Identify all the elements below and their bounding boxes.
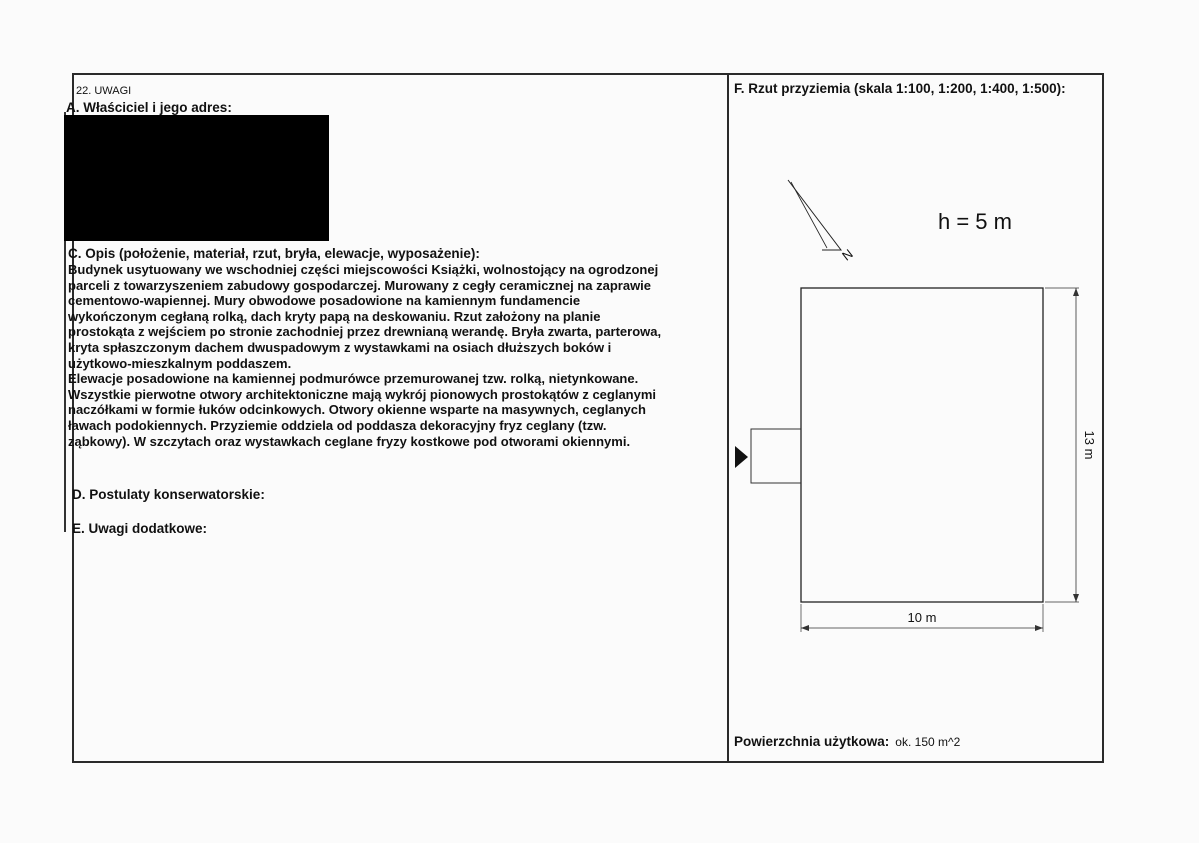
length-dimension bbox=[1045, 288, 1097, 602]
north-label: N bbox=[839, 246, 856, 264]
owner-label: A. Właściciel i jego adres: bbox=[66, 100, 232, 115]
area-value: ok. 150 m^2 bbox=[895, 735, 961, 749]
description-line: Wszystkie pierwotne otwory architektoniczne mają wykrój pionowych prostokątów z ceglanymi bbox=[68, 386, 657, 402]
description-line: Budynek usytuowany we wschodniej części miejscowości Książki, wolnostojący na ogrodzonej bbox=[68, 262, 659, 277]
postulates-label: D. Postulaty konserwatorskie: bbox=[72, 487, 265, 502]
remarks-label: E. Uwagi dodatkowe: bbox=[72, 521, 208, 536]
building-outline bbox=[801, 288, 1043, 602]
description-line: parceli z towarzyszeniem zabudowy gospodarczej. Murowany z cegły ceramicznej na zaprawie bbox=[68, 277, 652, 293]
description-line: naczółkami w formie łuków odcinkowych. Otwory okienne wsparte na masywnych, ceglanych bbox=[68, 402, 646, 418]
description-line: wykończonym cegłaną rolką, dach kryty papą na deskowaniu. Rzut założony na planie bbox=[68, 308, 601, 324]
description-line: ławach podokiennych. Przyziemie oddziela od poddasza dekoracyjny fryz ceglany (tzw. bbox=[68, 417, 607, 433]
description-label: C. Opis (położenie, materiał, rzut, bryła, elewacje, wyposażenie): bbox=[68, 246, 480, 261]
entrance-arrow-icon bbox=[735, 446, 748, 468]
description-line: prostokąta z wejściem po stronie zachodniej przez drewnianą werandę. Bryła zwarta, parterowa, bbox=[68, 324, 662, 340]
veranda-outline bbox=[751, 429, 801, 483]
description-line: kryta spłaszczonym dachem dwuspadowym z wystawkami na osiach dłuższych boków i bbox=[68, 339, 612, 355]
north-arrow-icon bbox=[788, 180, 856, 264]
section-number: 22. UWAGI bbox=[76, 85, 132, 97]
description-text bbox=[68, 262, 728, 449]
redacted-owner-address bbox=[64, 115, 329, 241]
description-line: cementowo-wapiennej. Mury obwodowe posadowione na kamiennym fundamencie bbox=[68, 293, 581, 309]
description-line: Elewacje posadowione na kamiennej podmurówce przemurowanej tzw. rolką, nietynkowane. bbox=[68, 371, 639, 387]
width-label: 10 m bbox=[907, 610, 937, 625]
plan-title: F. Rzut przyziemia (skala 1:100, 1:200, 1:400, 1:500): bbox=[734, 81, 1066, 96]
ground-floor-plan bbox=[729, 170, 1099, 640]
description-line: użytkowo-mieszkalnym poddaszem. bbox=[68, 355, 292, 371]
width-dimension bbox=[801, 604, 1043, 632]
description-line: ząbkowy). W szczytach oraz wystawkach ceglane fryzy kostkowe pod otworami okiennymi. bbox=[68, 433, 631, 449]
usable-area bbox=[734, 733, 960, 751]
building-height: h = 5 m bbox=[938, 209, 1012, 234]
area-label: Powierzchnia użytkowa: bbox=[734, 734, 890, 749]
length-label: 13 m bbox=[1082, 430, 1097, 460]
